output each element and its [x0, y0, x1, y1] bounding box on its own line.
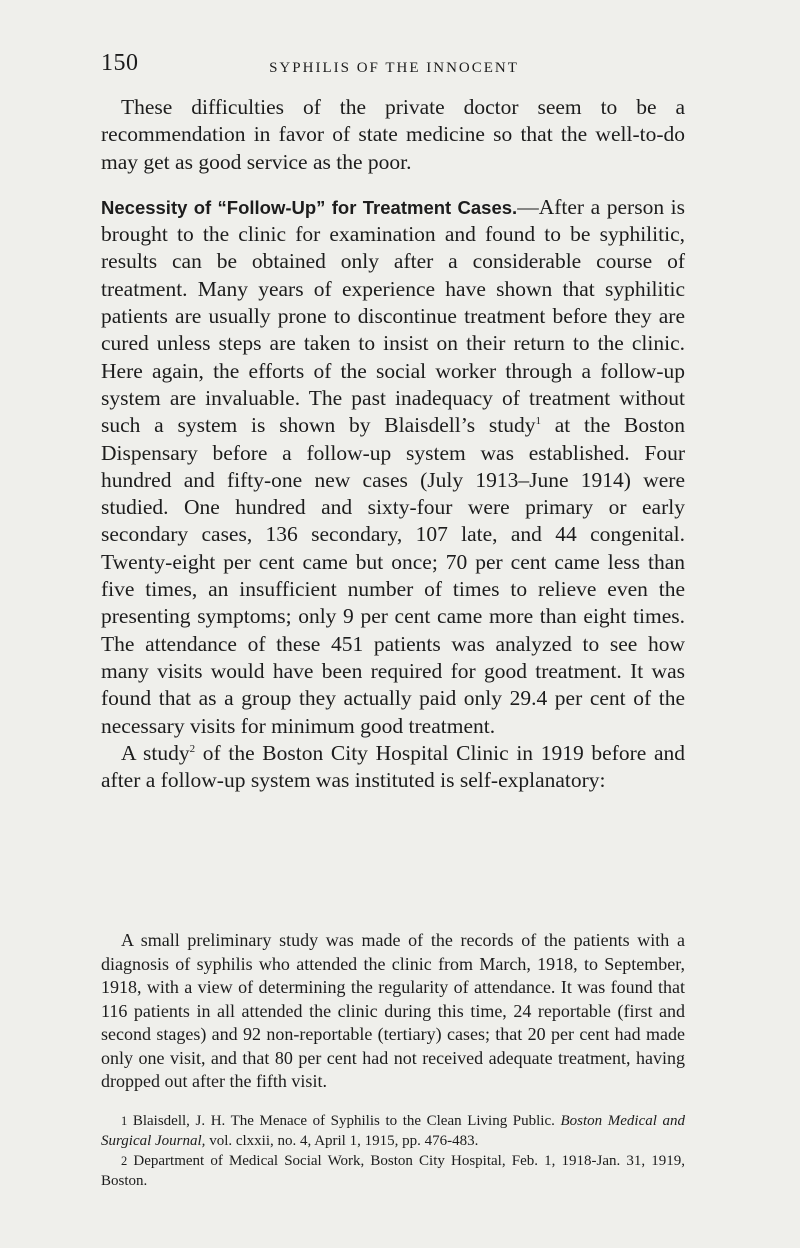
block-quote	[101, 929, 685, 1094]
paragraph-3-text-b: of the Boston City Hospital Clinic in 1919 before and after a follow-up system was instituted is self-explanatory:	[101, 740, 685, 793]
footnote-2	[101, 1151, 685, 1191]
paragraph-3	[101, 740, 685, 795]
paragraph-1: These difficulties of the private doctor seem to be a recommendation in favor of state medicine so that the well-to-do may get as good service as the poor.	[101, 95, 685, 174]
footnote-1-text: Blaisdell, J. H. The Menace of Syphilis to the Clean Living Public.	[127, 1113, 561, 1129]
page-header	[101, 50, 687, 90]
paragraph-2	[101, 194, 685, 740]
footnote-2-text: Department of Medical Social Work, Boston City Hospital, Feb. 1, 1918-Jan. 31, 1919, Boston.	[101, 1153, 685, 1189]
running-head: SYPHILIS OF THE INNOCENT	[269, 60, 519, 76]
footnote-1-number: 1	[121, 1114, 128, 1128]
footnote-ref-2: 2	[189, 742, 196, 755]
paragraph-2-text-a: —After a person is brought to the clinic for examination and found to be syphilitic, results can be obtained only after a considerable course of treatment. Many years of experience have shown that syphilitic patients are usually prone to discontinue treatment before they are cured unless steps are taken to insist on their return to the clinic. Here again, the efforts of the social worker through a follow-up system are invaluable. The past inadequacy of treatment without such a system is shown by Blaisdell’s study	[101, 194, 685, 438]
footnote-ref-1: 1	[535, 415, 541, 428]
body-text	[101, 94, 685, 794]
footnote-2-number: 2	[121, 1154, 128, 1168]
section-heading: Necessity of “Follow-Up” for Treatment Cases.	[101, 196, 518, 218]
footnote-1-journal: Boston Medical and Surgical Journal,	[101, 1113, 685, 1149]
page-number: 150	[101, 50, 139, 76]
paragraph-2-text-b: at the Boston Dispensary before a follow-up system was established. Four hundred and fifty-one new cases (July 1913–June 1914) were studied. One hundred and sixty-four were primary or early secondary cases, 136 secondary, 107 late, and 44 congenital. Twenty-eight per cent came but once; 70 per cent came less than five times, an insufficient number of times to relieve even the presenting symptoms; only 9 per cent came more than eight times. The attendance of these 451 patients was analyzed to see how many visits would have been required for good treatment. It was found that as a group they actually paid only 29.4 per cent of the necessary visits for minimum good treatment.	[101, 413, 685, 738]
block-quote-text: A small preliminary study was made of the records of the patients with a diagnosis of syphilis who attended the clinic from March, 1918, to September, 1918, with a view of determining the regularity of attendance. It was found that 116 patients in all attended the clinic during this time, 24 reportable (first and second stages) and 92 non-reportable (tertiary) cases; that 20 per cent had made only one visit, and that 80 per cent had not received adequate treatment, having dropped out after the fifth visit.	[101, 930, 685, 1091]
footnote-1	[101, 1111, 685, 1151]
footnotes	[101, 1111, 685, 1191]
footnote-1-citation: vol. clxxii, no. 4, April 1, 1915, pp. 476-483.	[205, 1133, 479, 1149]
paragraph-3-text-a: A study	[121, 740, 190, 765]
